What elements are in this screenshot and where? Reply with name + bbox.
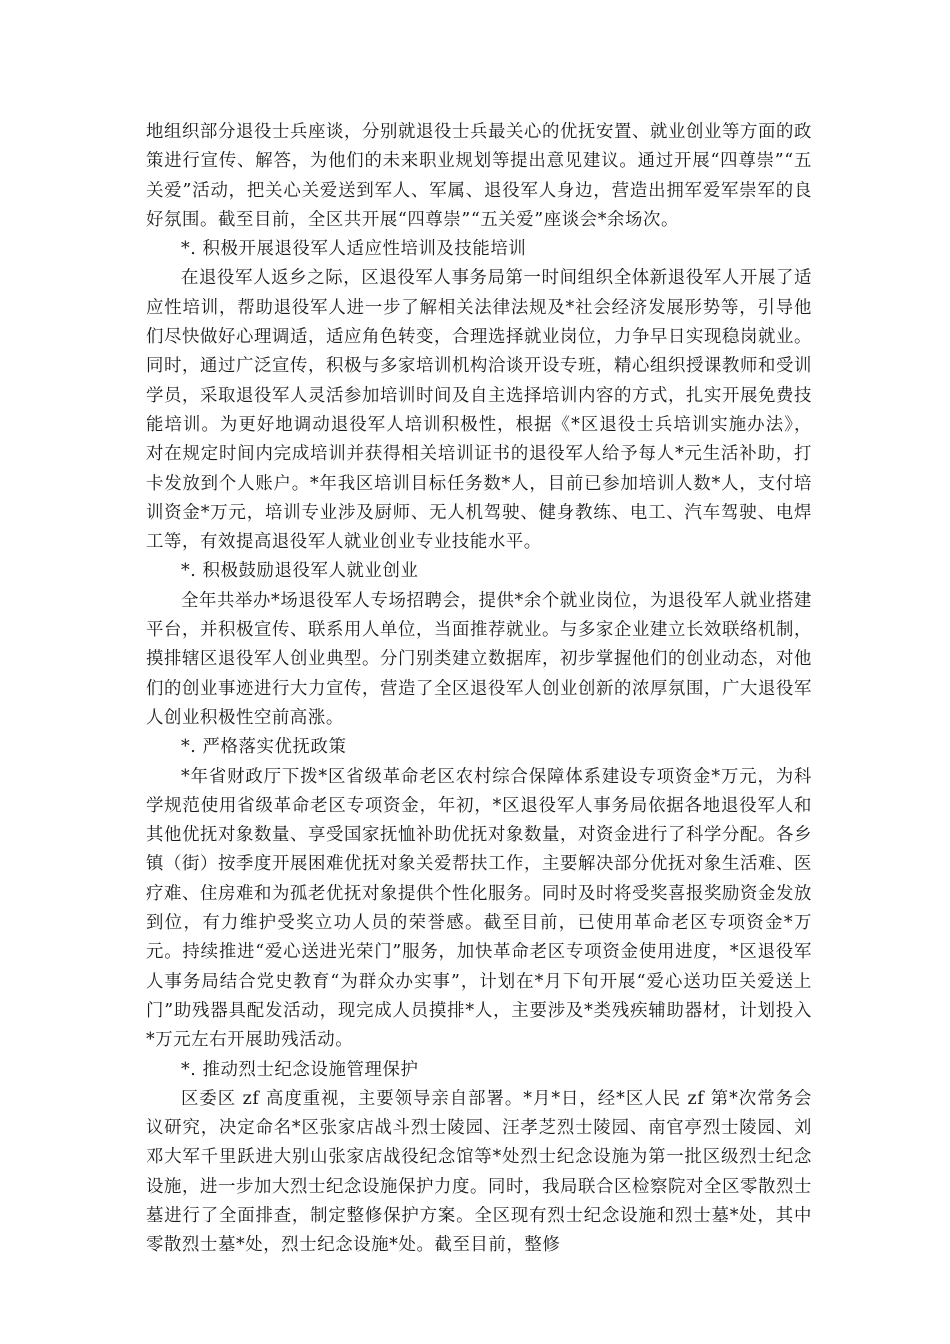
- section-body-preferential-policy: *年省财政厅下拨*区省级革命老区农村综合保障体系建设专项资金*万元，为科学规范使用省级革命老区专项资金，年初，*区退役军人事务局依据各地退役军人和其他优抚对象数量、享受国家抚恤补助优抚对象数量，对资金进行了科学分配。各乡镇（街）按季度开展困难优抚对象关爱帮扶工作，主要解决部分优抚对象生活难、医疗难、住房难和为孤老优抚对象提供个性化服务。同时及时将受奖喜报奖励资金发放到位，有力维护受奖立功人员的荣誉感。截至目前，已使用革命老区专项资金*万元。持续推进“爱心送进光荣门”服务，加快革命老区专项资金使用进度，*区退役军人事务局结合党史教育“为群众办实事”，计划在*月下旬开展“爱心送功臣关爱送上门”助残器具配发活动，现完成人员摸排*人，主要涉及*类残疾辅助器材，计划投入*万元左右开展助残活动。: [146, 766, 812, 1051]
- section-body-employment: 全年共举办*场退役军人专场招聘会，提供*余个就业岗位，为退役军人就业搭建平台，并积极宣传、联系用人单位，当面推荐就业。与多家企业建立长效联络机制，摸排辖区退役军人创业典型。分门别类建立数据库，初步掌握他们的创业动态，对他们的创业事迹进行大力宣传，营造了全区退役军人创业创新的浓厚氛围，广大退役军人创业积极性空前高涨。: [146, 590, 812, 728]
- document-page: [146, 118, 812, 1261]
- section-heading-training: *. 积极开展退役军人适应性培训及技能培训: [181, 239, 527, 260]
- section-heading-martyr-memorials: *. 推动烈士纪念设施管理保护: [181, 1059, 419, 1080]
- section-heading-employment: *. 积极鼓励退役军人就业创业: [181, 561, 419, 582]
- intro-paragraph: 地组织部分退役士兵座谈，分别就退役士兵最关心的优抚安置、就业创业等方面的政策进行宣传、解答，为他们的未来职业规划等提出意见建议。通过开展“四尊崇”“五关爱”活动，把关心关爱送到军人、军属、退役军人身边，营造出拥军爱军崇军的良好氛围。截至目前，全区共开展“四尊崇”“五关爱”座谈会*余场次。: [146, 122, 812, 230]
- section-body-martyr-memorials: 区委区 zf 高度重视，主要领导亲自部署。*月*日，经*区人民 zf 第*次常务会议研究，决定命名*区张家店战斗烈士陵园、汪孝芝烈士陵园、南官亭烈士陵园、刘邓大军千里跃进大别山张家店战役纪念馆等*处烈士纪念设施为第一批区级烈士纪念设施，进一步加大烈士纪念设施保护力度。同时，我局联合区检察院对全区零散烈士墓进行了全面排查，制定整修保护方案。全区现有烈士纪念设施和烈士墓*处，其中零散烈士墓*处，烈士纪念设施*处。截至目前，整修: [146, 1088, 812, 1256]
- section-heading-preferential-policy: *. 严格落实优抚政策: [181, 737, 347, 758]
- section-body-training: 在退役军人返乡之际，区退役军人事务局第一时间组织全体新退役军人开展了适应性培训，帮助退役军人进一步了解相关法律法规及*社会经济发展形势等，引导他们尽快做好心理调适，适应角色转变，合理选择就业岗位，力争早日实现稳岗就业。同时，通过广泛宣传，积极与多家培训机构洽谈开设专班，精心组织授课教师和受训学员，采取退役军人灵活参加培训时间及自主选择培训内容的方式，扎实开展免费技能培训。为更好地调动退役军人培训积极性，根据《*区退役士兵培训实施办法》，对在规定时间内完成培训并获得相关培训证书的退役军人给予每人*元生活补助，打卡发放到个人账户。*年我区培训目标任务数*人，目前已参加培训人数*人，支付培训资金*万元，培训专业涉及厨师、无人机驾驶、健身教练、电工、汽车驾驶、电焊工等，有效提高退役军人就业创业专业技能水平。: [146, 268, 812, 553]
